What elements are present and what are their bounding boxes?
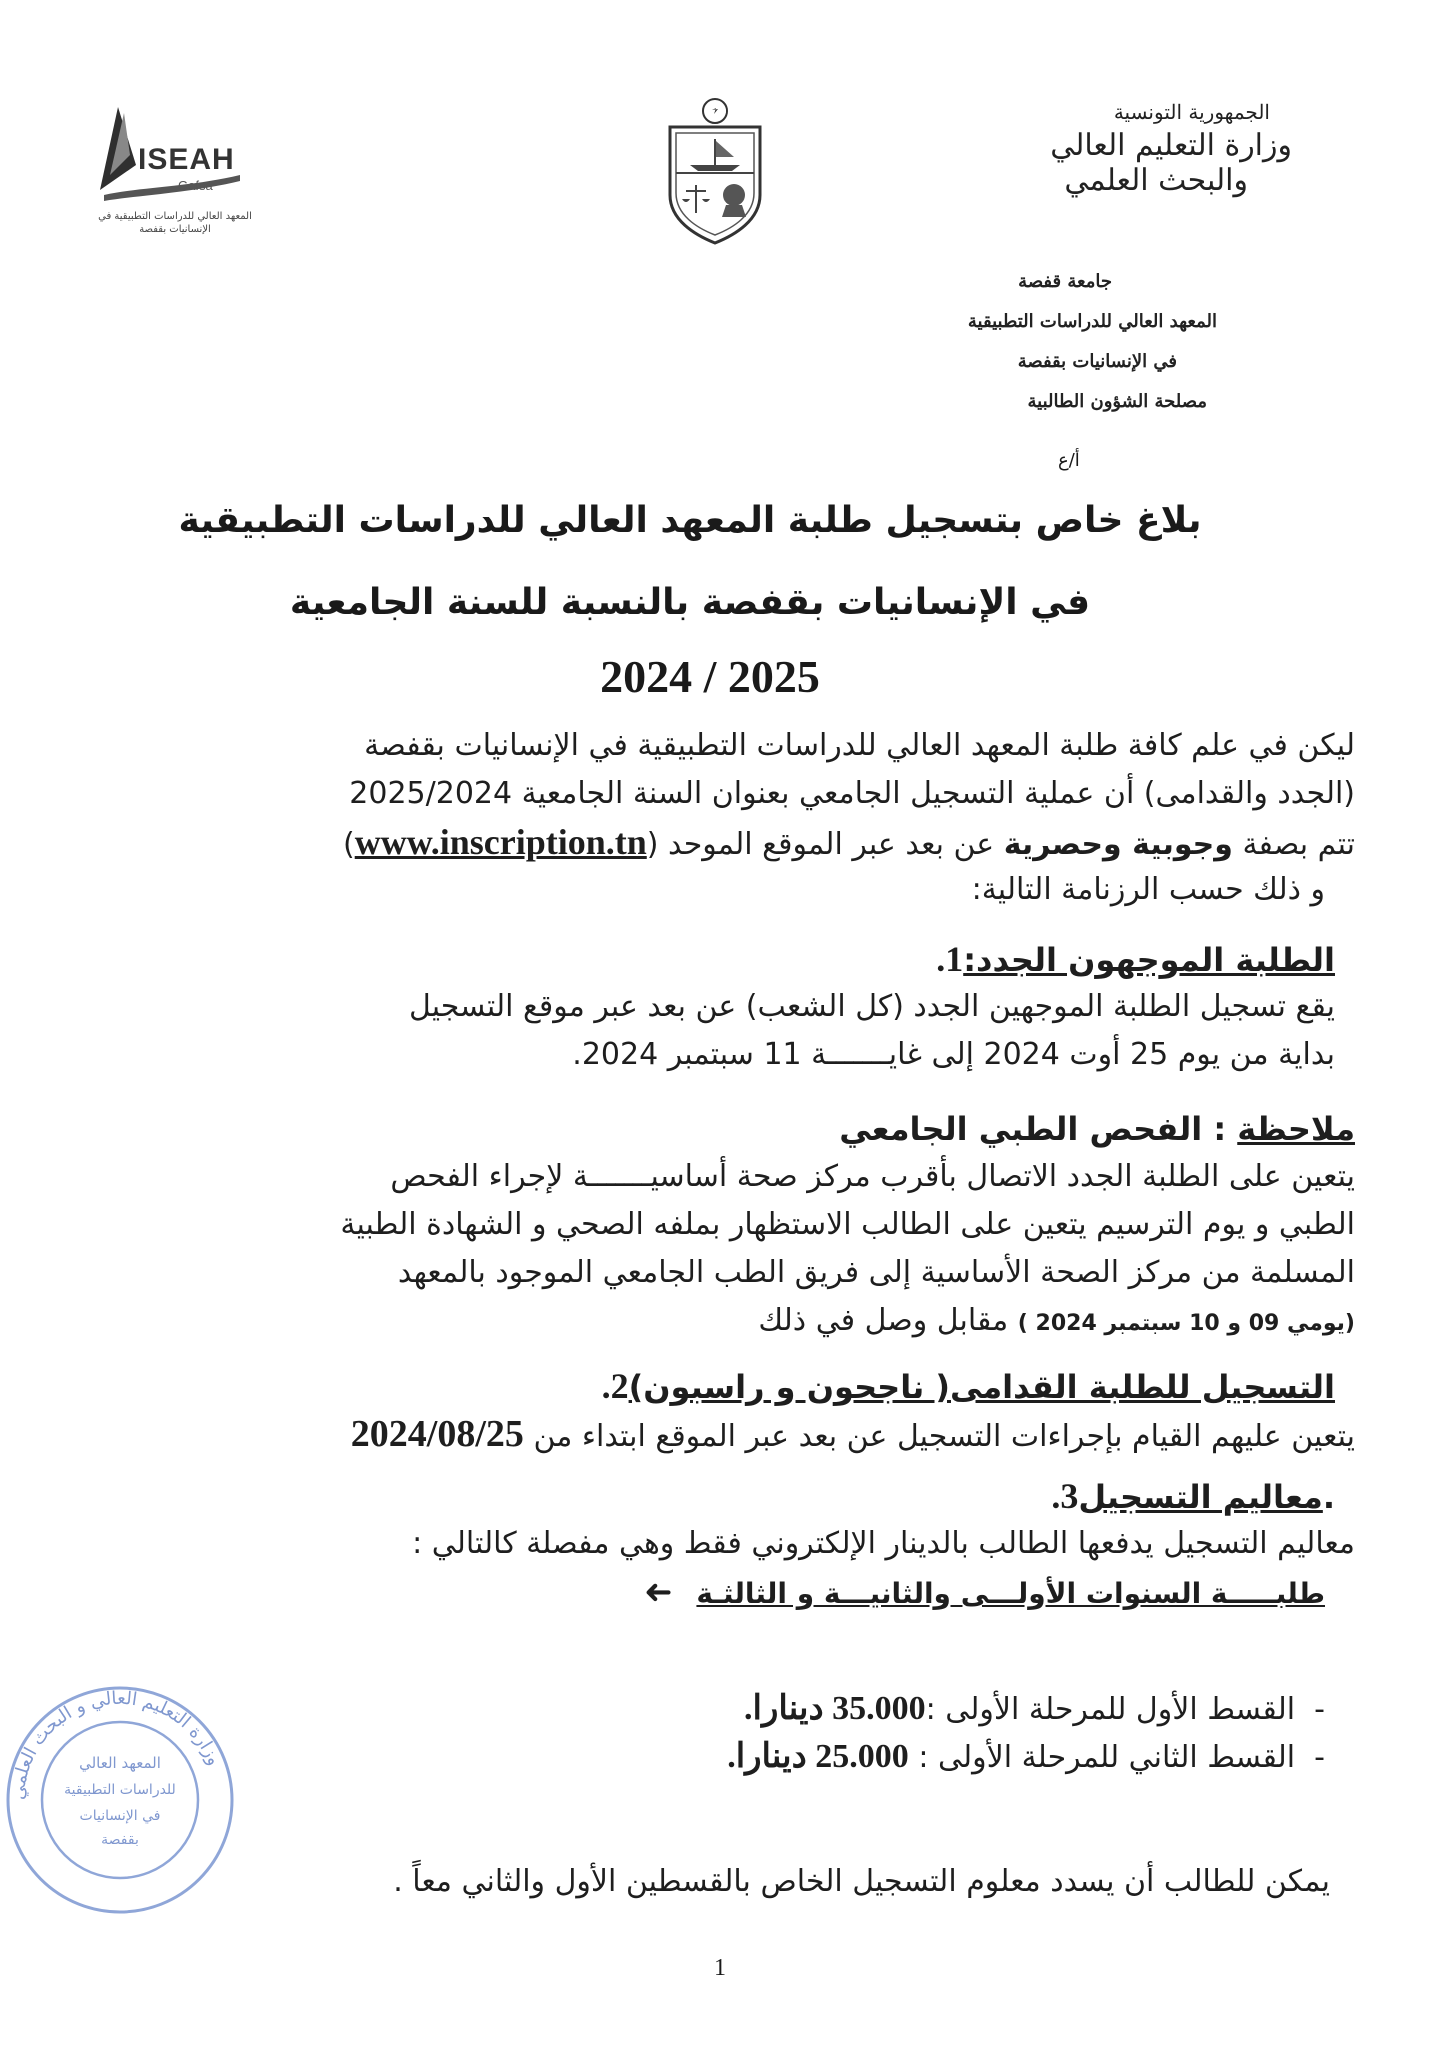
department-label: مصلحة الشؤون الطالبية	[1027, 391, 1207, 412]
section-1-line-1: يقع تسجيل الطلبة الموجهين الجدد (كل الشعب) عن بعد عبر موقع التسجيل	[408, 989, 1335, 1024]
section-2-line-1	[95, 1410, 1355, 1458]
intro-emphasis: وجوبية وحصرية	[1003, 827, 1233, 862]
section-1-heading	[95, 935, 1335, 983]
section-2-number: 2.	[601, 1366, 629, 1406]
section-new-students	[95, 935, 1355, 1079]
section-returning-students	[95, 1362, 1355, 1458]
fee-1-label: القسط الأول للمرحلة الأولى :	[925, 1692, 1296, 1727]
section-1-number: 1.	[936, 939, 964, 979]
title-line-2: في الإنسانيات بقفصة بالنسبة للسنة الجامعية	[289, 582, 1091, 623]
stamp-line-4: بقفصة	[101, 1832, 139, 1848]
official-stamp	[0, 1680, 240, 1920]
university-label: جامعة قفصة	[1018, 271, 1112, 292]
note-dates: (يومي 09 و 10 سبتمبر 2024 )	[1017, 1311, 1355, 1336]
section-2-heading	[95, 1362, 1335, 1410]
medical-note	[95, 1105, 1355, 1345]
intro-line-2: (الجدد والقدامى) أن عملية التسجيل الجامعي بعنوان السنة الجامعية 2025/2024	[349, 776, 1355, 811]
academic-year: 2024 / 2025	[600, 651, 820, 702]
section-2-title: التسجيل للطلبة القدامى( ناجحون و راسبون)	[628, 1368, 1335, 1406]
intro-line-4: و ذلك حسب الرزنامة التالية:	[971, 872, 1325, 907]
fee-2-value: 25.000 دينارا.	[727, 1738, 909, 1775]
note-line-3: المسلمة من مركز الصحة الأساسية إلى فريق الطب الجامعي الموجود بالمعهد	[397, 1255, 1355, 1290]
title-line-1: بلاغ خاص بتسجيل طلبة المعهد العالي للدراسات التطبيقية	[178, 500, 1202, 541]
stamp-line-2: للدراسات التطبيقية	[64, 1782, 176, 1798]
fees-subheading	[95, 1568, 1325, 1616]
section-2-text: يتعين عليهم القيام بإجراءات التسجيل عن بعد عبر الموقع ابتداء من	[523, 1419, 1355, 1454]
section-1-line-2: بداية من يوم 25 أوت 2024 إلى غايـــــــة 11 سبتمبر 2024.	[572, 1037, 1335, 1072]
fee-2-label: القسط الثاني للمرحلة الأولى :	[908, 1740, 1296, 1775]
fees-years-label: طلبـــــة السنوات الأولـــى والثانيـــة و الثالثـة	[696, 1577, 1325, 1610]
ministry-line-1: وزارة التعليم العالي	[1050, 128, 1292, 163]
republic-label: الجمهورية التونسية	[1113, 100, 1270, 124]
note-line-2: الطبي و يوم الترسيم يتعين على الطالب الاستظهار بملفه الصحي و الشهادة الطبية	[340, 1207, 1355, 1242]
fee-item-2	[95, 1733, 1325, 1781]
note-line-4	[95, 1297, 1355, 1345]
stamp-line-3: في الإنسانيات	[79, 1808, 161, 1824]
registration-website-link[interactable]: www.inscription.tn	[354, 822, 647, 862]
logo-caption: المعهد العالي للدراسات التطبيقية في الإنسانيات بقفصة	[98, 211, 252, 235]
fee-2-dash: -	[1314, 1740, 1325, 1775]
announcement-title	[140, 480, 1240, 644]
ministry-header	[910, 100, 1330, 198]
reference-code: أ/ع	[1058, 450, 1080, 471]
institute-line-1: المعهد العالي للدراسات التطبيقية	[967, 311, 1217, 332]
fees-final-note	[70, 1858, 1330, 1906]
arrow-left-icon: ➜	[644, 1572, 673, 1612]
fee-item-1	[95, 1685, 1325, 1733]
section-1-title: الطلبة الموجهون الجدد:	[963, 941, 1335, 979]
fees-final-line: يمكن للطالب أن يسدد معلوم التسجيل الخاص بالقسطين الأول والثاني معاً .	[393, 1864, 1330, 1899]
logo-subtitle: Gafsa	[178, 178, 213, 193]
stamp-ring-text: وزارة التعليم العالي و البحث العلمي	[7, 1687, 225, 1801]
note-line-1: يتعين على الطلبة الجدد الاتصال بأقرب مركز صحة أساسيـــــــة لإجراء الفحص	[390, 1159, 1355, 1194]
section-3-line-1: معاليم التسجيل يدفعها الطالب بالدينار الإلكتروني فقط وهي مفصلة كالتالي :	[412, 1526, 1355, 1561]
fee-1-value: 35.000 دينارا.	[744, 1690, 926, 1727]
note-heading	[95, 1105, 1355, 1153]
coat-of-arms-icon	[650, 95, 780, 245]
note-title: : الفحص الطبي الجامعي	[839, 1110, 1238, 1148]
fees-list	[95, 1685, 1355, 1781]
intro-line-3-d: )	[343, 827, 355, 862]
intro-line-3-c: عن بعد عبر الموقع الموحد (	[646, 827, 1004, 862]
fee-1-dash: -	[1314, 1692, 1325, 1727]
ministry-line-2: والبحث العلمي	[1064, 163, 1248, 198]
note-line-4-rest: مقابل وصل في ذلك	[758, 1303, 1018, 1338]
intro-line-1: ليكن في علم كافة طلبة المعهد العالي للدراسات التطبيقية في الإنسانيات بقفصة	[364, 728, 1355, 763]
intro-line-3-a: تتم بصفة	[1232, 827, 1355, 862]
institute-line-2: في الإنسانيات بقفصة	[1017, 351, 1177, 372]
intro-paragraph	[95, 722, 1355, 914]
intro-line-3	[95, 818, 1355, 866]
institute-logo	[80, 95, 270, 235]
section-2-start-date: 2024/08/25	[350, 1413, 524, 1455]
page-number: 1	[714, 1955, 726, 1981]
section-3-title: معاليم التسجيل	[1078, 1478, 1323, 1516]
note-label: ملاحظة	[1237, 1110, 1355, 1148]
section-3-heading	[95, 1472, 1335, 1520]
stamp-line-1: المعهد العالي	[79, 1754, 161, 1772]
section-fees	[95, 1472, 1355, 1616]
logo-name: ISEAH	[138, 143, 235, 176]
section-3-end: .	[1322, 1478, 1335, 1516]
section-3-number: 3.	[1051, 1476, 1079, 1516]
institution-block	[797, 262, 1217, 422]
